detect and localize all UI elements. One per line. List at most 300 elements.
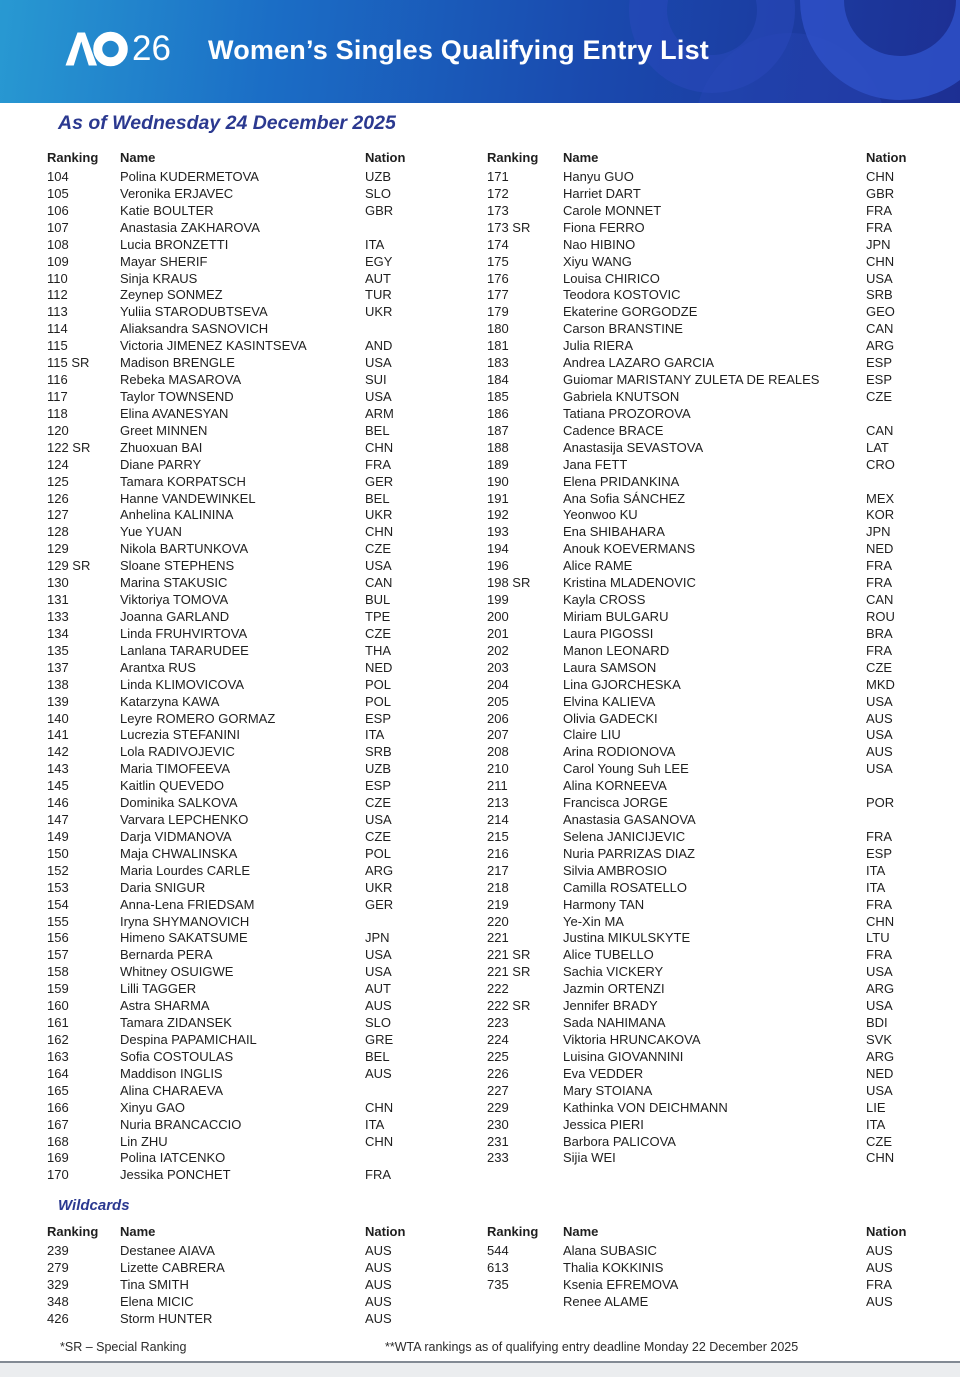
header-banner <box>0 0 960 103</box>
ranking-cell: 110 <box>47 270 68 286</box>
table-row <box>487 660 913 677</box>
name-cell: Nuria PARRIZAS DIAZ <box>563 845 695 861</box>
name-cell: Harriet DART <box>563 185 641 201</box>
table-row <box>487 423 913 440</box>
name-cell: Kristina MLADENOVIC <box>563 575 696 591</box>
nation-cell: ITA <box>365 236 385 252</box>
nation-header: Nation <box>866 1224 907 1239</box>
ranking-cell: 177 <box>487 287 509 303</box>
ranking-cell: 222 <box>487 981 509 997</box>
nation-cell: BEL <box>365 422 390 438</box>
nation-cell: CZE <box>866 659 892 675</box>
ranking-cell: 188 <box>487 439 509 455</box>
table-row <box>47 880 470 897</box>
name-cell: Polina KUDERMETOVA <box>120 169 259 184</box>
page-title: Women’s Singles Qualifying Entry List <box>208 35 709 65</box>
name-cell: Diane PARRY <box>120 456 202 472</box>
ranking-cell: 196 <box>487 558 509 574</box>
table-row <box>47 1276 470 1293</box>
name-cell: Lucia BRONZETTI <box>120 236 229 252</box>
name-cell: Darja VIDMANOVA <box>120 828 232 844</box>
table-row <box>487 812 913 829</box>
nation-cell: CAN <box>866 422 894 438</box>
name-cell: Eva VEDDER <box>563 1065 644 1081</box>
ranking-cell: 134 <box>47 625 69 641</box>
table-row <box>47 254 470 271</box>
name-cell: Xiyu WANG <box>563 253 632 269</box>
ranking-cell: 142 <box>47 744 69 760</box>
nation-cell: ITA <box>866 879 886 895</box>
ranking-cell: 217 <box>487 862 509 878</box>
nation-cell: CHN <box>365 439 394 455</box>
name-cell: Fiona FERRO <box>563 219 645 235</box>
nation-cell: FRA <box>866 642 892 658</box>
name-cell: Anastasija SEVASTOVA <box>563 439 704 455</box>
name-cell: Cadence BRACE <box>563 422 664 438</box>
nation-cell: ESP <box>365 778 392 794</box>
table-row <box>47 1242 470 1259</box>
table-row <box>487 440 913 457</box>
name-cell: Katie BOULTER <box>120 202 214 218</box>
name-cell: Sloane STEPHENS <box>120 558 235 574</box>
table-row <box>487 1083 913 1100</box>
nation-cell: USA <box>365 355 392 371</box>
ranking-cell: 225 <box>487 1048 509 1064</box>
nation-cell: POR <box>866 795 895 811</box>
ranking-cell: 160 <box>47 998 69 1014</box>
table-row <box>47 491 470 508</box>
table-header-row <box>487 150 913 169</box>
name-cell: Anouk KOEVERMANS <box>563 541 696 557</box>
nation-cell: AUS <box>365 1277 392 1292</box>
name-cell: Alina KORNEEVA <box>563 778 667 794</box>
nation-cell: AUS <box>365 1311 392 1326</box>
ranking-cell: 214 <box>487 812 509 828</box>
nation-cell: CZE <box>365 541 391 557</box>
ranking-cell: 124 <box>47 456 69 472</box>
name-cell: Viktoriya TOMOVA <box>120 592 229 608</box>
ranking-cell: 171 <box>487 169 509 184</box>
table-row <box>47 237 470 254</box>
nation-cell: UZB <box>365 169 391 184</box>
name-cell: Ekaterine GORGODZE <box>563 304 698 320</box>
name-cell: Jazmin ORTENZI <box>563 981 665 997</box>
ranking-cell: 233 <box>487 1150 509 1166</box>
nation-cell: FRA <box>866 219 892 235</box>
nation-cell: CHN <box>365 1099 394 1115</box>
ranking-cell: 106 <box>47 202 69 218</box>
nation-cell: UKR <box>365 879 393 895</box>
name-cell: Kayla CROSS <box>563 592 646 608</box>
nation-cell: SLO <box>365 1015 392 1031</box>
ranking-cell: 204 <box>487 676 509 692</box>
ranking-cell: 226 <box>487 1065 509 1081</box>
ranking-cell: 173 <box>487 202 509 218</box>
table-row <box>47 355 470 372</box>
table-row <box>47 287 470 304</box>
table-row <box>487 1100 913 1117</box>
ranking-cell: 199 <box>487 592 509 608</box>
ranking-cell: 329 <box>47 1277 69 1292</box>
entry-table-left-body <box>47 169 470 1184</box>
table-row <box>47 897 470 914</box>
name-cell: Aliaksandra SASNOVICH <box>120 321 269 337</box>
nation-cell: AUS <box>365 998 392 1014</box>
table-row <box>487 321 913 338</box>
nation-cell: ARG <box>866 1048 895 1064</box>
ranking-cell: 218 <box>487 879 509 895</box>
nation-cell: USA <box>866 1082 893 1098</box>
ranking-cell: 107 <box>47 219 69 235</box>
nation-cell: FRA <box>866 896 892 912</box>
nation-cell: AUS <box>365 1243 392 1258</box>
name-cell: Joanna GARLAND <box>120 608 230 624</box>
nation-cell: POL <box>365 845 392 861</box>
ranking-cell: 118 <box>47 405 68 421</box>
name-cell: Lanlana TARARUDEE <box>120 642 249 658</box>
name-cell: Alice RAME <box>563 558 633 574</box>
ranking-cell: 150 <box>47 845 69 861</box>
name-cell: Mary STOIANA <box>563 1082 653 1098</box>
nation-cell: MEX <box>866 490 895 506</box>
wildcards-table-right <box>487 1224 913 1310</box>
name-cell: Zeynep SONMEZ <box>120 287 223 303</box>
ranking-cell: 221 SR <box>487 964 531 980</box>
ranking-cell: 152 <box>47 862 69 878</box>
name-cell: Sijia WEI <box>563 1150 616 1166</box>
table-row <box>487 998 913 1015</box>
table-row <box>487 507 913 524</box>
ranking-cell: 159 <box>47 981 69 997</box>
name-cell: Arantxa RUS <box>120 659 196 675</box>
ranking-cell: 165 <box>47 1082 69 1098</box>
table-row <box>47 947 470 964</box>
ao26-logo <box>64 31 171 67</box>
table-row <box>487 1066 913 1083</box>
ranking-cell: 157 <box>47 947 69 963</box>
ranking-cell: 179 <box>487 304 509 320</box>
name-cell: Claire LIU <box>563 727 621 743</box>
ranking-cell: 158 <box>47 964 69 980</box>
nation-cell: NED <box>866 541 894 557</box>
nation-cell: SLO <box>365 185 392 201</box>
table-row <box>47 1015 470 1032</box>
ranking-cell: 129 <box>47 541 69 557</box>
table-row <box>487 575 913 592</box>
nation-cell: ARM <box>365 405 394 421</box>
ranking-cell: 120 <box>47 422 69 438</box>
table-row <box>47 964 470 981</box>
ranking-cell: 193 <box>487 524 509 540</box>
ranking-cell: 207 <box>487 727 509 743</box>
table-row <box>47 609 470 626</box>
name-cell: Yeonwoo KU <box>563 507 638 523</box>
nation-cell: USA <box>866 998 893 1014</box>
nation-cell: ARG <box>866 981 895 997</box>
nation-cell: CRO <box>866 456 895 472</box>
nation-cell: USA <box>365 812 392 828</box>
ranking-cell: 173 SR <box>487 219 531 235</box>
name-cell: Ena SHIBAHARA <box>563 524 665 540</box>
name-cell: Jessika PONCHET <box>120 1167 231 1183</box>
name-cell: Lola RADIVOJEVIC <box>120 744 235 760</box>
ranking-cell: 181 <box>487 338 509 354</box>
ranking-cell: 131 <box>47 592 69 608</box>
ranking-header: Ranking <box>47 150 99 165</box>
name-cell: Andrea LAZARO GARCIA <box>563 355 714 371</box>
name-cell: Dominika SALKOVA <box>120 795 238 811</box>
table-row <box>47 829 470 846</box>
name-cell: Tina SMITH <box>120 1277 189 1292</box>
ranking-cell: 113 <box>47 304 68 320</box>
ranking-cell: 122 SR <box>47 439 91 455</box>
name-cell: Sada NAHIMANA <box>563 1015 666 1031</box>
name-cell: Elena PRIDANKINA <box>563 473 680 489</box>
ranking-cell: 239 <box>47 1243 69 1258</box>
name-cell: Tamara KORPATSCH <box>120 473 246 489</box>
nation-cell: ITA <box>365 1116 385 1132</box>
table-row <box>47 541 470 558</box>
table-row <box>47 1134 470 1151</box>
table-row <box>487 778 913 795</box>
name-cell: Elina AVANESYAN <box>120 405 229 421</box>
table-row <box>487 169 913 186</box>
table-row <box>487 863 913 880</box>
ranking-cell: 126 <box>47 490 69 506</box>
table-row <box>487 1242 913 1259</box>
table-row <box>487 304 913 321</box>
nation-cell: ESP <box>365 710 392 726</box>
table-row <box>487 220 913 237</box>
ranking-cell: 229 <box>487 1099 509 1115</box>
name-header: Name <box>120 150 156 165</box>
ranking-cell: 163 <box>47 1048 69 1064</box>
table-row <box>47 1083 470 1100</box>
nation-cell: CHN <box>866 913 895 929</box>
ranking-cell: 172 <box>487 185 509 201</box>
table-row <box>487 964 913 981</box>
ranking-cell: 613 <box>487 1260 509 1275</box>
table-row <box>487 930 913 947</box>
ranking-cell: 190 <box>487 473 509 489</box>
ranking-cell: 128 <box>47 524 69 540</box>
name-cell: Xinyu GAO <box>120 1099 186 1115</box>
nation-cell: JPN <box>866 236 891 252</box>
name-cell: Alana SUBASIC <box>563 1243 657 1258</box>
table-row <box>487 524 913 541</box>
nation-cell: AUT <box>365 270 391 286</box>
ranking-cell: 168 <box>47 1133 69 1149</box>
name-cell: Ksenia EFREMOVA <box>563 1277 679 1292</box>
ranking-cell: 231 <box>487 1133 509 1149</box>
nation-cell: FRA <box>866 202 892 218</box>
nation-cell: CAN <box>866 321 894 337</box>
nation-cell: AUS <box>866 1243 893 1258</box>
ranking-cell: 175 <box>487 253 509 269</box>
table-row <box>487 338 913 355</box>
ranking-cell: 149 <box>47 828 69 844</box>
table-row <box>487 694 913 711</box>
ranking-cell: 130 <box>47 575 69 591</box>
nation-cell: AUS <box>866 1260 893 1275</box>
nation-cell: AND <box>365 338 393 354</box>
nation-cell: THA <box>365 642 391 658</box>
name-cell: Elena MICIC <box>120 1294 194 1309</box>
name-cell: Nuria BRANCACCIO <box>120 1116 242 1132</box>
ranking-cell: 191 <box>487 490 509 506</box>
nation-cell: EGY <box>365 253 393 269</box>
nation-cell: CZE <box>365 625 391 641</box>
nation-header: Nation <box>365 1224 406 1239</box>
table-row <box>487 372 913 389</box>
table-row <box>487 744 913 761</box>
nation-cell: BEL <box>365 1048 390 1064</box>
nation-cell: BEL <box>365 490 390 506</box>
name-cell: Mayar SHERIF <box>120 253 208 269</box>
table-row <box>487 457 913 474</box>
nation-cell: POL <box>365 693 392 709</box>
ranking-cell: 127 <box>47 507 69 523</box>
ranking-cell: 125 <box>47 473 69 489</box>
wildcards-table-left <box>47 1224 470 1327</box>
nation-cell: SUI <box>365 372 387 388</box>
table-row <box>47 186 470 203</box>
nation-cell: ARG <box>866 338 895 354</box>
table-row <box>47 457 470 474</box>
ranking-cell: 279 <box>47 1260 69 1275</box>
name-cell: Arina RODIONOVA <box>563 744 676 760</box>
ranking-cell: 164 <box>47 1065 69 1081</box>
name-cell: Laura PIGOSSI <box>563 625 654 641</box>
name-cell: Laura SAMSON <box>563 659 657 675</box>
entry-table-right-body <box>487 169 913 1167</box>
name-cell: Manon LEONARD <box>563 642 670 658</box>
nation-cell: USA <box>866 270 893 286</box>
nation-cell: USA <box>365 388 392 404</box>
name-header: Name <box>120 1224 156 1239</box>
ranking-cell: 186 <box>487 405 509 421</box>
name-cell: Olivia GADECKI <box>563 710 658 726</box>
nation-cell: GER <box>365 473 394 489</box>
name-cell: Sachia VICKERY <box>563 964 664 980</box>
name-header: Name <box>563 1224 599 1239</box>
ranking-cell: 169 <box>47 1150 69 1166</box>
table-row <box>47 1032 470 1049</box>
table-row <box>487 727 913 744</box>
ranking-cell: 115 <box>47 338 68 354</box>
nation-cell: CZE <box>365 795 391 811</box>
nation-cell: LIE <box>866 1099 886 1115</box>
name-cell: Madison BRENGLE <box>120 355 235 371</box>
table-row <box>47 761 470 778</box>
table-row <box>487 406 913 423</box>
table-row <box>47 203 470 220</box>
name-cell: Marina STAKUSIC <box>120 575 228 591</box>
name-cell: Lizette CABRERA <box>120 1260 225 1275</box>
nation-cell: ROU <box>866 608 895 624</box>
name-cell: Bernarda PERA <box>120 947 213 963</box>
ranking-cell: 185 <box>487 388 509 404</box>
nation-cell: CHN <box>365 524 394 540</box>
ranking-cell: 220 <box>487 913 509 929</box>
name-header: Name <box>563 150 599 165</box>
name-cell: Katarzyna KAWA <box>120 693 220 709</box>
table-row <box>47 930 470 947</box>
table-row <box>47 423 470 440</box>
table-row <box>47 660 470 677</box>
table-row <box>47 795 470 812</box>
name-cell: Zhuoxuan BAI <box>120 439 203 455</box>
ranking-cell: 104 <box>47 169 69 184</box>
nation-cell: BUL <box>365 592 391 608</box>
table-row <box>487 1293 913 1310</box>
table-row <box>47 812 470 829</box>
table-row <box>487 287 913 304</box>
name-cell: Harmony TAN <box>563 896 645 912</box>
ranking-cell: 154 <box>47 896 69 912</box>
table-row <box>487 474 913 491</box>
ranking-cell: 139 <box>47 693 69 709</box>
table-row <box>47 304 470 321</box>
ranking-cell: 137 <box>47 659 69 675</box>
nation-cell: UKR <box>365 507 393 523</box>
name-cell: Alice TUBELLO <box>563 947 654 963</box>
name-cell: Barbora PALICOVA <box>563 1133 676 1149</box>
name-cell: Camilla ROSATELLO <box>563 879 688 895</box>
ranking-cell: 140 <box>47 710 69 726</box>
ranking-cell: 206 <box>487 710 509 726</box>
name-cell: Louisa CHIRICO <box>563 270 660 286</box>
name-cell: Despina PAPAMICHAIL <box>120 1032 257 1048</box>
name-cell: Whitney OSUIGWE <box>120 964 234 980</box>
nation-cell: BRA <box>866 625 893 641</box>
nation-cell: FRA <box>866 828 892 844</box>
nation-cell: USA <box>365 558 392 574</box>
nation-cell: TPE <box>365 608 391 624</box>
wildcards-table-right-body <box>487 1242 913 1310</box>
name-cell: Francisca JORGE <box>563 795 668 811</box>
table-row <box>47 1049 470 1066</box>
table-row <box>487 186 913 203</box>
name-cell: Maddison INGLIS <box>120 1065 223 1081</box>
logo-year: 26 <box>132 29 171 68</box>
table-row <box>487 271 913 288</box>
ranking-cell: 221 <box>487 930 509 946</box>
wildcards-heading: Wildcards <box>58 1197 130 1214</box>
nation-cell: USA <box>866 693 893 709</box>
name-cell: Justina MIKULSKYTE <box>563 930 691 946</box>
table-row <box>487 761 913 778</box>
ranking-cell: 166 <box>47 1099 69 1115</box>
ranking-cell: 426 <box>47 1311 69 1326</box>
nation-cell: SVK <box>866 1032 893 1048</box>
table-row <box>487 254 913 271</box>
name-cell: Nikola BARTUNKOVA <box>120 541 249 557</box>
name-cell: Teodora KOSTOVIC <box>563 287 681 303</box>
table-row <box>487 829 913 846</box>
nation-cell: AUS <box>866 744 893 760</box>
ranking-cell: 219 <box>487 896 509 912</box>
table-header-row <box>47 1224 470 1242</box>
nation-cell: FRA <box>866 575 892 591</box>
table-row <box>487 609 913 626</box>
nation-cell: USA <box>866 761 893 777</box>
ranking-cell: 544 <box>487 1243 509 1258</box>
table-row <box>487 626 913 643</box>
nation-cell: FRA <box>365 456 391 472</box>
ranking-cell: 133 <box>47 608 69 624</box>
name-cell: Alina CHARAEVA <box>120 1082 224 1098</box>
